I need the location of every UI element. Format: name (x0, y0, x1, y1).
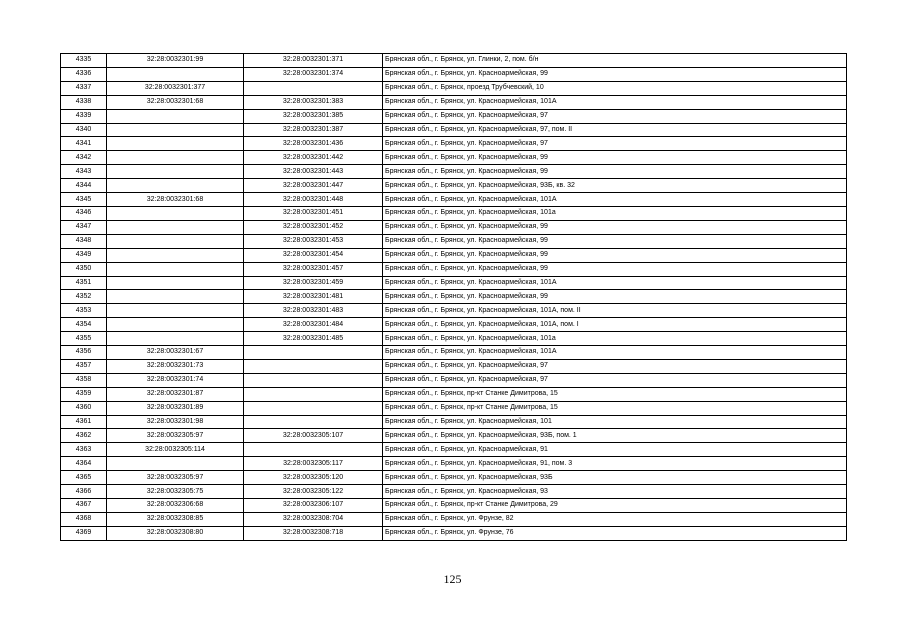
table-row (61, 193, 847, 207)
table-row (61, 179, 847, 193)
parcel-number-cell: 32:28:0032301:73 (107, 359, 244, 373)
parcel-number-cell: 32:28:0032308:80 (107, 526, 244, 540)
parcel-number-cell: 32:28:0032305:114 (107, 443, 244, 457)
parcel-number-cell: 32:28:0032301:68 (107, 95, 244, 109)
object-number-cell: 32:28:0032301:447 (244, 179, 383, 193)
table-row (61, 220, 847, 234)
object-number-cell (244, 346, 383, 360)
address-cell: Брянская обл., г. Брянск, ул. Красноармейская, 97 (383, 359, 847, 373)
address-cell: Брянская обл., г. Брянск, ул. Красноармейская, 99 (383, 151, 847, 165)
address-cell: Брянская обл., г. Брянск, ул. Красноармейская, 91 (383, 443, 847, 457)
object-number-cell (244, 401, 383, 415)
table-row (61, 471, 847, 485)
row-number-cell: 4359 (61, 387, 107, 401)
object-number-cell: 32:28:0032301:374 (244, 67, 383, 81)
row-number-cell: 4339 (61, 109, 107, 123)
address-cell: Брянская обл., г. Брянск, ул. Красноармейская, 99 (383, 248, 847, 262)
address-cell: Брянская обл., г. Брянск, ул. Красноармейская, 101А (383, 276, 847, 290)
object-number-cell: 32:28:0032301:385 (244, 109, 383, 123)
address-cell: Брянская обл., г. Брянск, пр-кт Станке Димитрова, 29 (383, 499, 847, 513)
object-number-cell: 32:28:0032301:454 (244, 248, 383, 262)
table-row (61, 276, 847, 290)
table-row (61, 262, 847, 276)
object-number-cell (244, 359, 383, 373)
address-cell: Брянская обл., г. Брянск, пр-кт Станке Димитрова, 15 (383, 401, 847, 415)
parcel-number-cell (107, 109, 244, 123)
address-cell: Брянская обл., г. Брянск, ул. Глинки, 2, пом. б/н (383, 54, 847, 68)
parcel-number-cell: 32:28:0032305:97 (107, 471, 244, 485)
row-number-cell: 4367 (61, 499, 107, 513)
row-number-cell: 4350 (61, 262, 107, 276)
object-number-cell: 32:28:0032305:120 (244, 471, 383, 485)
registry-table (60, 53, 847, 541)
table-row (61, 165, 847, 179)
object-number-cell: 32:28:0032301:451 (244, 206, 383, 220)
table-row (61, 151, 847, 165)
object-number-cell: 32:28:0032301:383 (244, 95, 383, 109)
table-row (61, 206, 847, 220)
row-number-cell: 4357 (61, 359, 107, 373)
table-row (61, 429, 847, 443)
address-cell: Брянская обл., г. Брянск, ул. Красноармейская, 101А, пом. I (383, 318, 847, 332)
row-number-cell: 4369 (61, 526, 107, 540)
registry-table-body (61, 54, 847, 541)
table-row (61, 526, 847, 540)
row-number-cell: 4366 (61, 485, 107, 499)
address-cell: Брянская обл., г. Брянск, ул. Красноармейская, 101А, пом. II (383, 304, 847, 318)
parcel-number-cell: 32:28:0032305:75 (107, 485, 244, 499)
parcel-number-cell (107, 137, 244, 151)
table-row (61, 248, 847, 262)
row-number-cell: 4342 (61, 151, 107, 165)
parcel-number-cell (107, 123, 244, 137)
parcel-number-cell (107, 457, 244, 471)
parcel-number-cell (107, 262, 244, 276)
address-cell: Брянская обл., г. Брянск, ул. Красноармейская, 101а (383, 332, 847, 346)
object-number-cell: 32:28:0032301:442 (244, 151, 383, 165)
address-cell: Брянская обл., г. Брянск, ул. Красноармейская, 101А (383, 95, 847, 109)
parcel-number-cell (107, 206, 244, 220)
row-number-cell: 4346 (61, 206, 107, 220)
parcel-number-cell (107, 67, 244, 81)
table-row (61, 359, 847, 373)
parcel-number-cell: 32:28:0032308:85 (107, 512, 244, 526)
row-number-cell: 4362 (61, 429, 107, 443)
row-number-cell: 4360 (61, 401, 107, 415)
address-cell: Брянская обл., г. Брянск, ул. Красноармейская, 91, пом. 3 (383, 457, 847, 471)
parcel-number-cell (107, 290, 244, 304)
parcel-number-cell (107, 220, 244, 234)
parcel-number-cell (107, 318, 244, 332)
parcel-number-cell (107, 234, 244, 248)
object-number-cell: 32:28:0032305:117 (244, 457, 383, 471)
row-number-cell: 4352 (61, 290, 107, 304)
address-cell: Брянская обл., г. Брянск, ул. Красноармейская, 97 (383, 137, 847, 151)
object-number-cell (244, 373, 383, 387)
parcel-number-cell: 32:28:0032301:99 (107, 54, 244, 68)
row-number-cell: 4363 (61, 443, 107, 457)
table-row (61, 318, 847, 332)
row-number-cell: 4338 (61, 95, 107, 109)
address-cell: Брянская обл., г. Брянск, ул. Красноармейская, 97 (383, 109, 847, 123)
object-number-cell: 32:28:0032301:481 (244, 290, 383, 304)
parcel-number-cell (107, 332, 244, 346)
address-cell: Брянская обл., г. Брянск, ул. Красноармейская, 97 (383, 373, 847, 387)
object-number-cell: 32:28:0032301:457 (244, 262, 383, 276)
address-cell: Брянская обл., г. Брянск, ул. Красноармейская, 99 (383, 165, 847, 179)
table-row (61, 332, 847, 346)
object-number-cell: 32:28:0032306:107 (244, 499, 383, 513)
table-row (61, 137, 847, 151)
parcel-number-cell (107, 151, 244, 165)
object-number-cell: 32:28:0032301:453 (244, 234, 383, 248)
row-number-cell: 4337 (61, 81, 107, 95)
parcel-number-cell: 32:28:0032301:87 (107, 387, 244, 401)
page-number: 125 (443, 572, 462, 586)
parcel-number-cell: 32:28:0032301:68 (107, 193, 244, 207)
object-number-cell: 32:28:0032301:485 (244, 332, 383, 346)
address-cell: Брянская обл., г. Брянск, ул. Красноармейская, 97, пом. II (383, 123, 847, 137)
address-cell: Брянская обл., г. Брянск, ул. Красноармейская, 101а (383, 206, 847, 220)
table-row (61, 109, 847, 123)
table-row (61, 443, 847, 457)
address-cell: Брянская обл., г. Брянск, ул. Красноармейская, 99 (383, 290, 847, 304)
table-row (61, 373, 847, 387)
object-number-cell (244, 81, 383, 95)
table-row (61, 304, 847, 318)
parcel-number-cell: 32:28:0032306:68 (107, 499, 244, 513)
parcel-number-cell: 32:28:0032301:74 (107, 373, 244, 387)
object-number-cell: 32:28:0032308:704 (244, 512, 383, 526)
object-number-cell: 32:28:0032301:452 (244, 220, 383, 234)
object-number-cell: 32:28:0032301:484 (244, 318, 383, 332)
address-cell: Брянская обл., г. Брянск, ул. Красноармейская, 101 (383, 415, 847, 429)
address-cell: Брянская обл., г. Брянск, ул. Красноармейская, 101А (383, 346, 847, 360)
object-number-cell: 32:28:0032301:448 (244, 193, 383, 207)
row-number-cell: 4358 (61, 373, 107, 387)
table-row (61, 387, 847, 401)
parcel-number-cell: 32:28:0032305:97 (107, 429, 244, 443)
parcel-number-cell: 32:28:0032301:89 (107, 401, 244, 415)
row-number-cell: 4356 (61, 346, 107, 360)
row-number-cell: 4365 (61, 471, 107, 485)
address-cell: Брянская обл., г. Брянск, ул. Красноармейская, 99 (383, 220, 847, 234)
object-number-cell: 32:28:0032301:459 (244, 276, 383, 290)
address-cell: Брянская обл., г. Брянск, ул. Красноармейская, 93 (383, 485, 847, 499)
object-number-cell: 32:28:0032301:483 (244, 304, 383, 318)
row-number-cell: 4349 (61, 248, 107, 262)
parcel-number-cell: 32:28:0032301:67 (107, 346, 244, 360)
row-number-cell: 4351 (61, 276, 107, 290)
address-cell: Брянская обл., г. Брянск, ул. Красноармейская, 93Б (383, 471, 847, 485)
address-cell: Брянская обл., г. Брянск, ул. Красноармейская, 101А (383, 193, 847, 207)
table-row (61, 234, 847, 248)
row-number-cell: 4364 (61, 457, 107, 471)
table-row (61, 485, 847, 499)
row-number-cell: 4361 (61, 415, 107, 429)
table-row (61, 123, 847, 137)
object-number-cell: 32:28:0032301:371 (244, 54, 383, 68)
row-number-cell: 4347 (61, 220, 107, 234)
table-row (61, 290, 847, 304)
parcel-number-cell (107, 248, 244, 262)
row-number-cell: 4345 (61, 193, 107, 207)
parcel-number-cell: 32:28:0032301:98 (107, 415, 244, 429)
address-cell: Брянская обл., г. Брянск, ул. Красноармейская, 93Б, пом. 1 (383, 429, 847, 443)
object-number-cell: 32:28:0032308:718 (244, 526, 383, 540)
parcel-number-cell (107, 165, 244, 179)
row-number-cell: 4343 (61, 165, 107, 179)
address-cell: Брянская обл., г. Брянск, ул. Фрунзе, 76 (383, 526, 847, 540)
table-row (61, 95, 847, 109)
parcel-number-cell (107, 304, 244, 318)
object-number-cell (244, 415, 383, 429)
address-cell: Брянская обл., г. Брянск, ул. Красноармейская, 99 (383, 67, 847, 81)
row-number-cell: 4348 (61, 234, 107, 248)
object-number-cell: 32:28:0032301:443 (244, 165, 383, 179)
address-cell: Брянская обл., г. Брянск, проезд Трубчевский, 10 (383, 81, 847, 95)
row-number-cell: 4368 (61, 512, 107, 526)
table-row (61, 512, 847, 526)
address-cell: Брянская обл., г. Брянск, ул. Красноармейская, 99 (383, 234, 847, 248)
object-number-cell: 32:28:0032305:107 (244, 429, 383, 443)
table-row (61, 415, 847, 429)
address-cell: Брянская обл., г. Брянск, ул. Красноармейская, 93Б, кв. 32 (383, 179, 847, 193)
table-row (61, 81, 847, 95)
row-number-cell: 4344 (61, 179, 107, 193)
parcel-number-cell (107, 276, 244, 290)
parcel-number-cell (107, 179, 244, 193)
row-number-cell: 4354 (61, 318, 107, 332)
table-row (61, 499, 847, 513)
parcel-number-cell: 32:28:0032301:377 (107, 81, 244, 95)
address-cell: Брянская обл., г. Брянск, ул. Фрунзе, 82 (383, 512, 847, 526)
object-number-cell: 32:28:0032305:122 (244, 485, 383, 499)
row-number-cell: 4341 (61, 137, 107, 151)
address-cell: Брянская обл., г. Брянск, ул. Красноармейская, 99 (383, 262, 847, 276)
table-row (61, 346, 847, 360)
row-number-cell: 4340 (61, 123, 107, 137)
row-number-cell: 4353 (61, 304, 107, 318)
object-number-cell (244, 443, 383, 457)
row-number-cell: 4336 (61, 67, 107, 81)
row-number-cell: 4355 (61, 332, 107, 346)
table-row (61, 457, 847, 471)
table-row (61, 401, 847, 415)
object-number-cell: 32:28:0032301:387 (244, 123, 383, 137)
row-number-cell: 4335 (61, 54, 107, 68)
table-row (61, 67, 847, 81)
object-number-cell (244, 387, 383, 401)
object-number-cell: 32:28:0032301:436 (244, 137, 383, 151)
table-row (61, 54, 847, 68)
address-cell: Брянская обл., г. Брянск, пр-кт Станке Димитрова, 15 (383, 387, 847, 401)
